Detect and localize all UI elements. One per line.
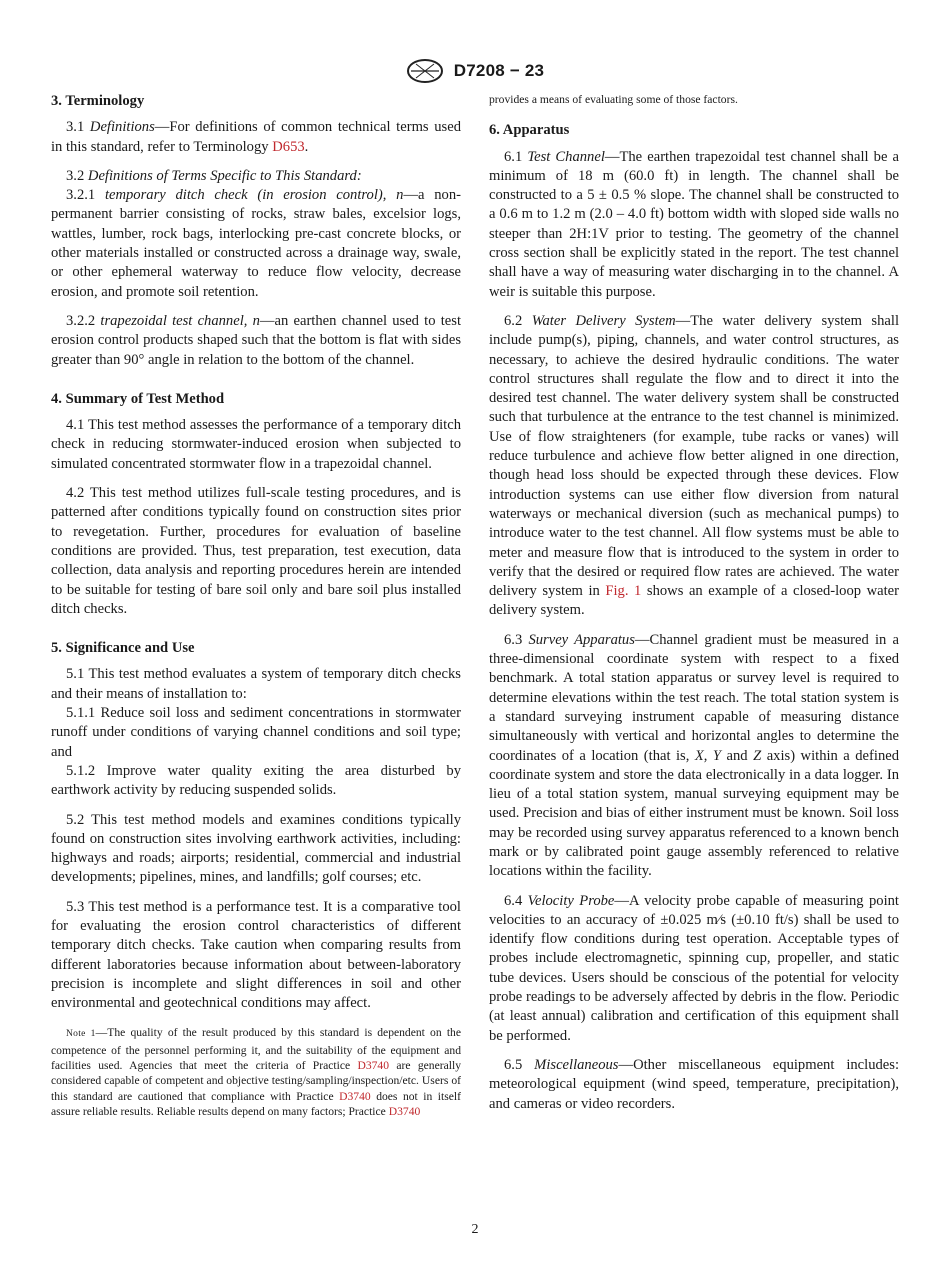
section-4-heading: 4. Summary of Test Method (51, 390, 225, 407)
paragraph-5-1-1: 5.1.1 Reduce soil loss and sediment concentrations in stormwater runoff under conditions of varying channel conditions and soil type; and (51, 705, 461, 760)
paragraph-4-1: 4.1 This test method assesses the performance of a temporary ditch check in reducing stormwater-induced erosion when subjected to simulated concentrated stormwater flow in a trapezoidal channel. (51, 417, 461, 472)
section-5-heading: 5. Significance and Use (51, 640, 195, 657)
paragraph-6-3: 6.3 Survey Apparatus—Channel gradient must be measured in a three-dimensional coordinate system with respect to a fixed benchmark. A total station apparatus or survey level is required to determine elevations within the test reach. The total station system is a standard surveying instrument capable of measuring distance simultaneously with vertical and horizontal angles to determine the coordinates of a location (that is, X, Y and Z axis) within a defined coordinate system and store the data electronically in a data logger. In lieu of a total station system, manual surveying equipment may be used. Precision and bias of either instrument must be known. Soil loss may be recorded using survey apparatus referenced to a known bench mark or by calibrated point gauge assembly referenced to relative locations within the facility. (489, 631, 900, 880)
page-number: 2 (471, 1222, 479, 1237)
paragraph-6-1: 6.1 Test Channel—The earthen trapezoidal test channel shall be a minimum of 18 m (60.0 ft) in length. The channel shall be constructed to a 5 ± 0.5 % slope. The channel shall be constructed to a 0.6 m to 1.2 m (2.0 – 4.0 ft) bottom width with sloped side walls no steeper than 2H:1V prior to testing. The geometry of the channel cross section shall be explicitly stated in the report. The test channel shall have a way of measuring water discharging in to the channel. A weir is suitable this purpose. (489, 148, 899, 300)
paragraph-3-2-2: 3.2.2 trapezoidal test channel, n—an earthen channel used to test erosion control products shaped such that the bottom is flat with sides greater than 90° angle in relation to the bottom of the channel. (51, 312, 462, 368)
paragraph-6-4: 6.4 Velocity Probe—A velocity probe capable of measuring point velocities to an accuracy of ±0.025 m⁄s (±0.10 ft/s) shall be used to identify flow conditions during test operation. Acceptable types of probes include electromagnetic, spinning cup, propeller, and static tube devices. Users should be conscious of the potential for velocity probe readings to be adversely affected by debris in the flow. Periodic (at least annual) calibration and certification of this equipment shall be performed. (489, 892, 899, 1044)
link-d3740[interactable]: D3740 (388, 1104, 421, 1118)
link-d653[interactable]: D653 (272, 138, 305, 155)
paragraph-6-5: 6.5 Miscellaneous—Other miscellaneous equipment includes: meteorological equipment (wind speed, temperature, precipitation), and cameras or video recorders. (489, 1056, 900, 1112)
paragraph-3-2: 3.2 Definitions of Terms Specific to This Standard: (66, 167, 362, 184)
left-column (51, 92, 461, 1119)
link-fig-1[interactable]: Fig. 1 (605, 583, 642, 600)
paragraph-3-2-1: 3.2.1 temporary ditch check (in erosion control), n—a non-permanent barrier consisting of rocks, straw bales, excelsior logs, wattles, lumber, rock bags, interlocking pre-cast concrete blocks, or other materials installed or constructed across a drainage way, swale, or other ephemeral waterway to reduce flow velocity, decrease erosion, and promote soil retention. (51, 187, 461, 300)
paragraph-5-1-2: 5.1.2 Improve water quality exiting the area disturbed by earthwork activity by reducing suspended solids. (51, 762, 461, 799)
right-column (489, 92, 899, 1114)
paragraph-4-2: 4.2 This test method utilizes full-scale testing procedures, and is patterned after conditions typically found on construction sites prior to revegetation. Further, procedures for evaluation of baseline conditions are provided. Thus, test preparation, test execution, data collection, data analysis and reporting procedures herein are intended to be suitable for testing of bare soil only and bare soil plus installed ditch checks. (51, 485, 461, 617)
paragraph-6-2: 6.2 Water Delivery System—The water delivery system shall include pump(s), piping, channels, and water control structures, as necessary, to achieve the desired hydraulic conditions. The water control structures shall regulate the flow and to direct it into the desired test channel. The water delivery system shall be constructed such that turbulence at the entrance to the test channel is minimized. Use of flow straighteners (for example, tube racks or vanes) will reduce turbulence and achieve flow better aligned in one direction, though head loss should be expected through these devices. Flow introduction systems can use either flow diversion from natural waterways or mechanical diversion (such as mechanical pumps) to introduce water to the test channel. All flow systems must be able to meter and measure flow that is introduced to the system in order to verify that the desired or required flow rates are achieved. The water delivery system in Fig. 1 shows an example of a closed-loop water delivery system. (489, 312, 900, 619)
paragraph-3-1: 3.1 Definitions—For definitions of common technical terms used in this standard, refer to Terminology D653. (51, 119, 462, 155)
note-1: Note 1—The quality of the result produced by this standard is dependent on the competence of the personnel performing it, and the suitability of the equipment and facilities used. Agencies that meet the criteria of Practice D3740 are generally considered capable of competent and objective testing/sampling/inspection/etc. Users of this standard are cautioned that compliance with Practice D3740 does not in itself assure reliable results. Reliable results depend on many factors; Practice D3740 (51, 1026, 461, 1118)
paragraph-5-3: 5.3 This test method is a performance test. It is a comparative tool for evaluating the erosion control characteristics of different temporary ditch checks. Take caution when comparing results from different laboratories because information about between-laboratory precision is incomplete and slight differences in soil and other environmental and geotechnical conditions may affect. (51, 898, 461, 1012)
section-6-heading: 6. Apparatus (489, 122, 570, 139)
paragraph-5-2: 5.2 This test method models and examines conditions typically found on construction sites involving earthwork activities, including: highways and roads; airports; residential, commercial and industrial developments; pipelines, mines, and landfills; golf courses; etc. (51, 811, 461, 886)
link-d3740[interactable]: D3740 (357, 1059, 390, 1073)
page-header (0, 58, 950, 84)
standard-designation: D7208 − 23 (453, 61, 545, 80)
astm-logo-icon (406, 58, 444, 84)
note-label: Note 1 (66, 1029, 96, 1040)
link-d3740[interactable]: D3740 (339, 1089, 371, 1103)
section-3-heading: 3. Terminology (51, 93, 145, 109)
paragraph-5-1: 5.1 This test method evaluates a system of temporary ditch checks and their means of installation to: (51, 666, 461, 702)
note-1-continuation: provides a means of evaluating some of those factors. (489, 93, 738, 106)
